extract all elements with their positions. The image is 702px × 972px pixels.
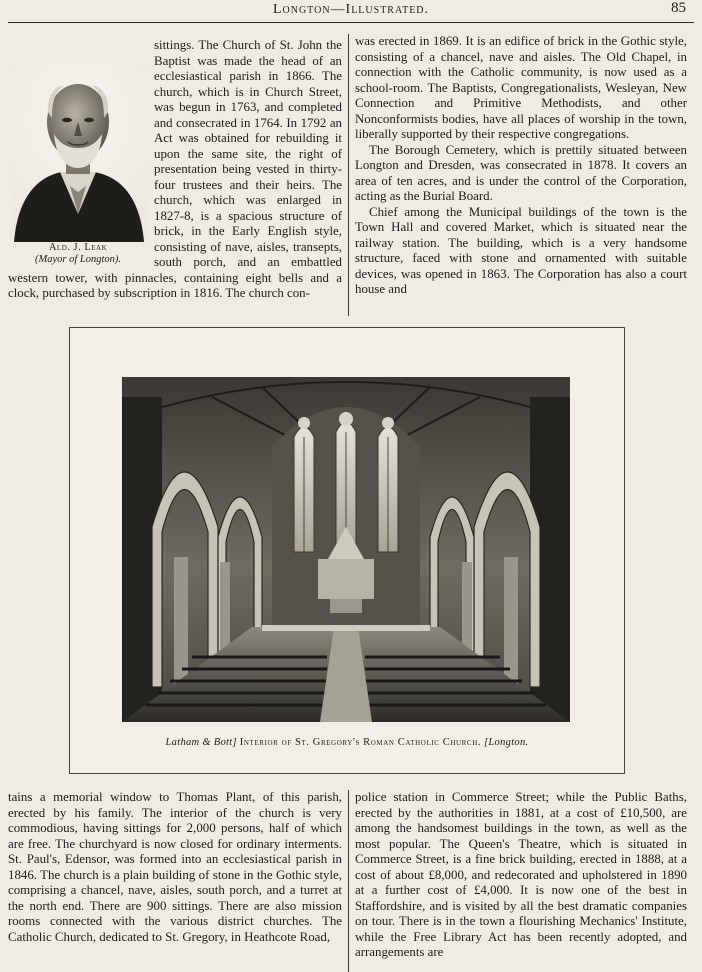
paragraph: was erected in 1869. It is an edifice of brick in the Gothic style, consisting of a chancel, nave and aisles. The Old Chapel, in connection with the Catholic community, is now used as a school-room. The Baptists, Congregationalists, Wesleyan, New Connection and Primitive Methodists, and other Nonconformists bodies, have all places of worship in the town, liberally supported by their respective congregations. <box>355 34 687 141</box>
illustration-plate <box>69 327 625 774</box>
portrait-photo <box>10 64 146 242</box>
column-rule <box>348 34 349 316</box>
column-top-right <box>355 34 687 316</box>
portrait-caption-role: (Mayor of Longton). <box>34 254 122 265</box>
paragraph: police station in Commerce Street; while the Public Baths, erected by the authorities in 1881, at a cost of £10,500, are among the handsomest buildings in the town, as well as the most popular. The Queen's Theatre, which is situated in Commerce Street, is a fine brick building, erected in 1888, at a cost of about £8,000, and redecorated and upholstered in 1890 at a further cost of £4,000. It is now one of the best in Staffordshire, and is visited by all the best dramatic companies on tour. There is in the town a flourishing Mechanics' Institute, while the Free Library Act has been recently adopted, and arrangements are <box>355 790 687 959</box>
paragraph: tains a memorial window to Thomas Plant, of this parish, erected by his family. The interior of the church is very commodious, having sittings for 2,000 persons, half of which are free. The churchyard is now closed for ordinary interments. St. Paul's, Edensor, was formed into an ecclesiastical parish in 1846. The church is a plain building of stone in the Gothic style, comprising a chancel, nave, aisles, south porch, and a turret at the north end. There are 900 sittings. There are also mission rooms connected with the various district churches. The Catholic Church, dedicated to St. Gregory, in Heathcote Road, <box>8 790 342 944</box>
paragraph: The Borough Cemetery, which is prettily situated between Longton and Dresden, was consecrated in 1878. It covers an area of ten acres, and is under the control of the Corporation, acting as the Burial Board. <box>355 142 687 203</box>
portrait-figure <box>8 60 148 266</box>
page-number: 85 <box>671 0 686 16</box>
column-rule <box>348 790 349 972</box>
column-top-left <box>8 38 342 316</box>
caption-title: Interior of St. Gregory's Roman Catholic Church. <box>239 737 482 748</box>
caption-engraver: Latham & Bott] <box>165 737 237 748</box>
caption-place: [Longton. <box>484 737 529 748</box>
plate-caption <box>70 737 624 748</box>
paragraph: Chief among the Municipal buildings of the town is the Town Hall and covered Market, which is situated near the railway station. The building, which is a very handsome structure, faced with stone and ornamented with suitable devices, was opened in 1863. The Corporation has also a court house and <box>355 204 687 296</box>
running-head <box>8 0 694 23</box>
portrait-caption-name: Ald. J. Leak <box>48 242 108 253</box>
column-bottom-right <box>355 790 687 972</box>
church-interior-engraving <box>122 377 570 722</box>
paragraph: sittings. The Church of St. John the Baptist was made the head of an ecclesiastical parish in 1866. The church, which is in Church Street, was begun in 1763, and completed and consecrated in 1764. In 1792 an Act was obtained for rebuilding it upon the same site, the right of presentation being vested in thirty-four trustees and their heirs. The church, which was enlarged in 1827-8, is a spacious structure of brick, in the Early English style, consisting of nave, aisles, transepts, south porch, and an embattled western tower, with pinnacles, containing eight bells and a clock, purchased by subscription in 1816. The church con- <box>8 38 342 300</box>
running-title: Longton—Illustrated. <box>272 2 430 17</box>
column-bottom-left <box>8 790 342 972</box>
